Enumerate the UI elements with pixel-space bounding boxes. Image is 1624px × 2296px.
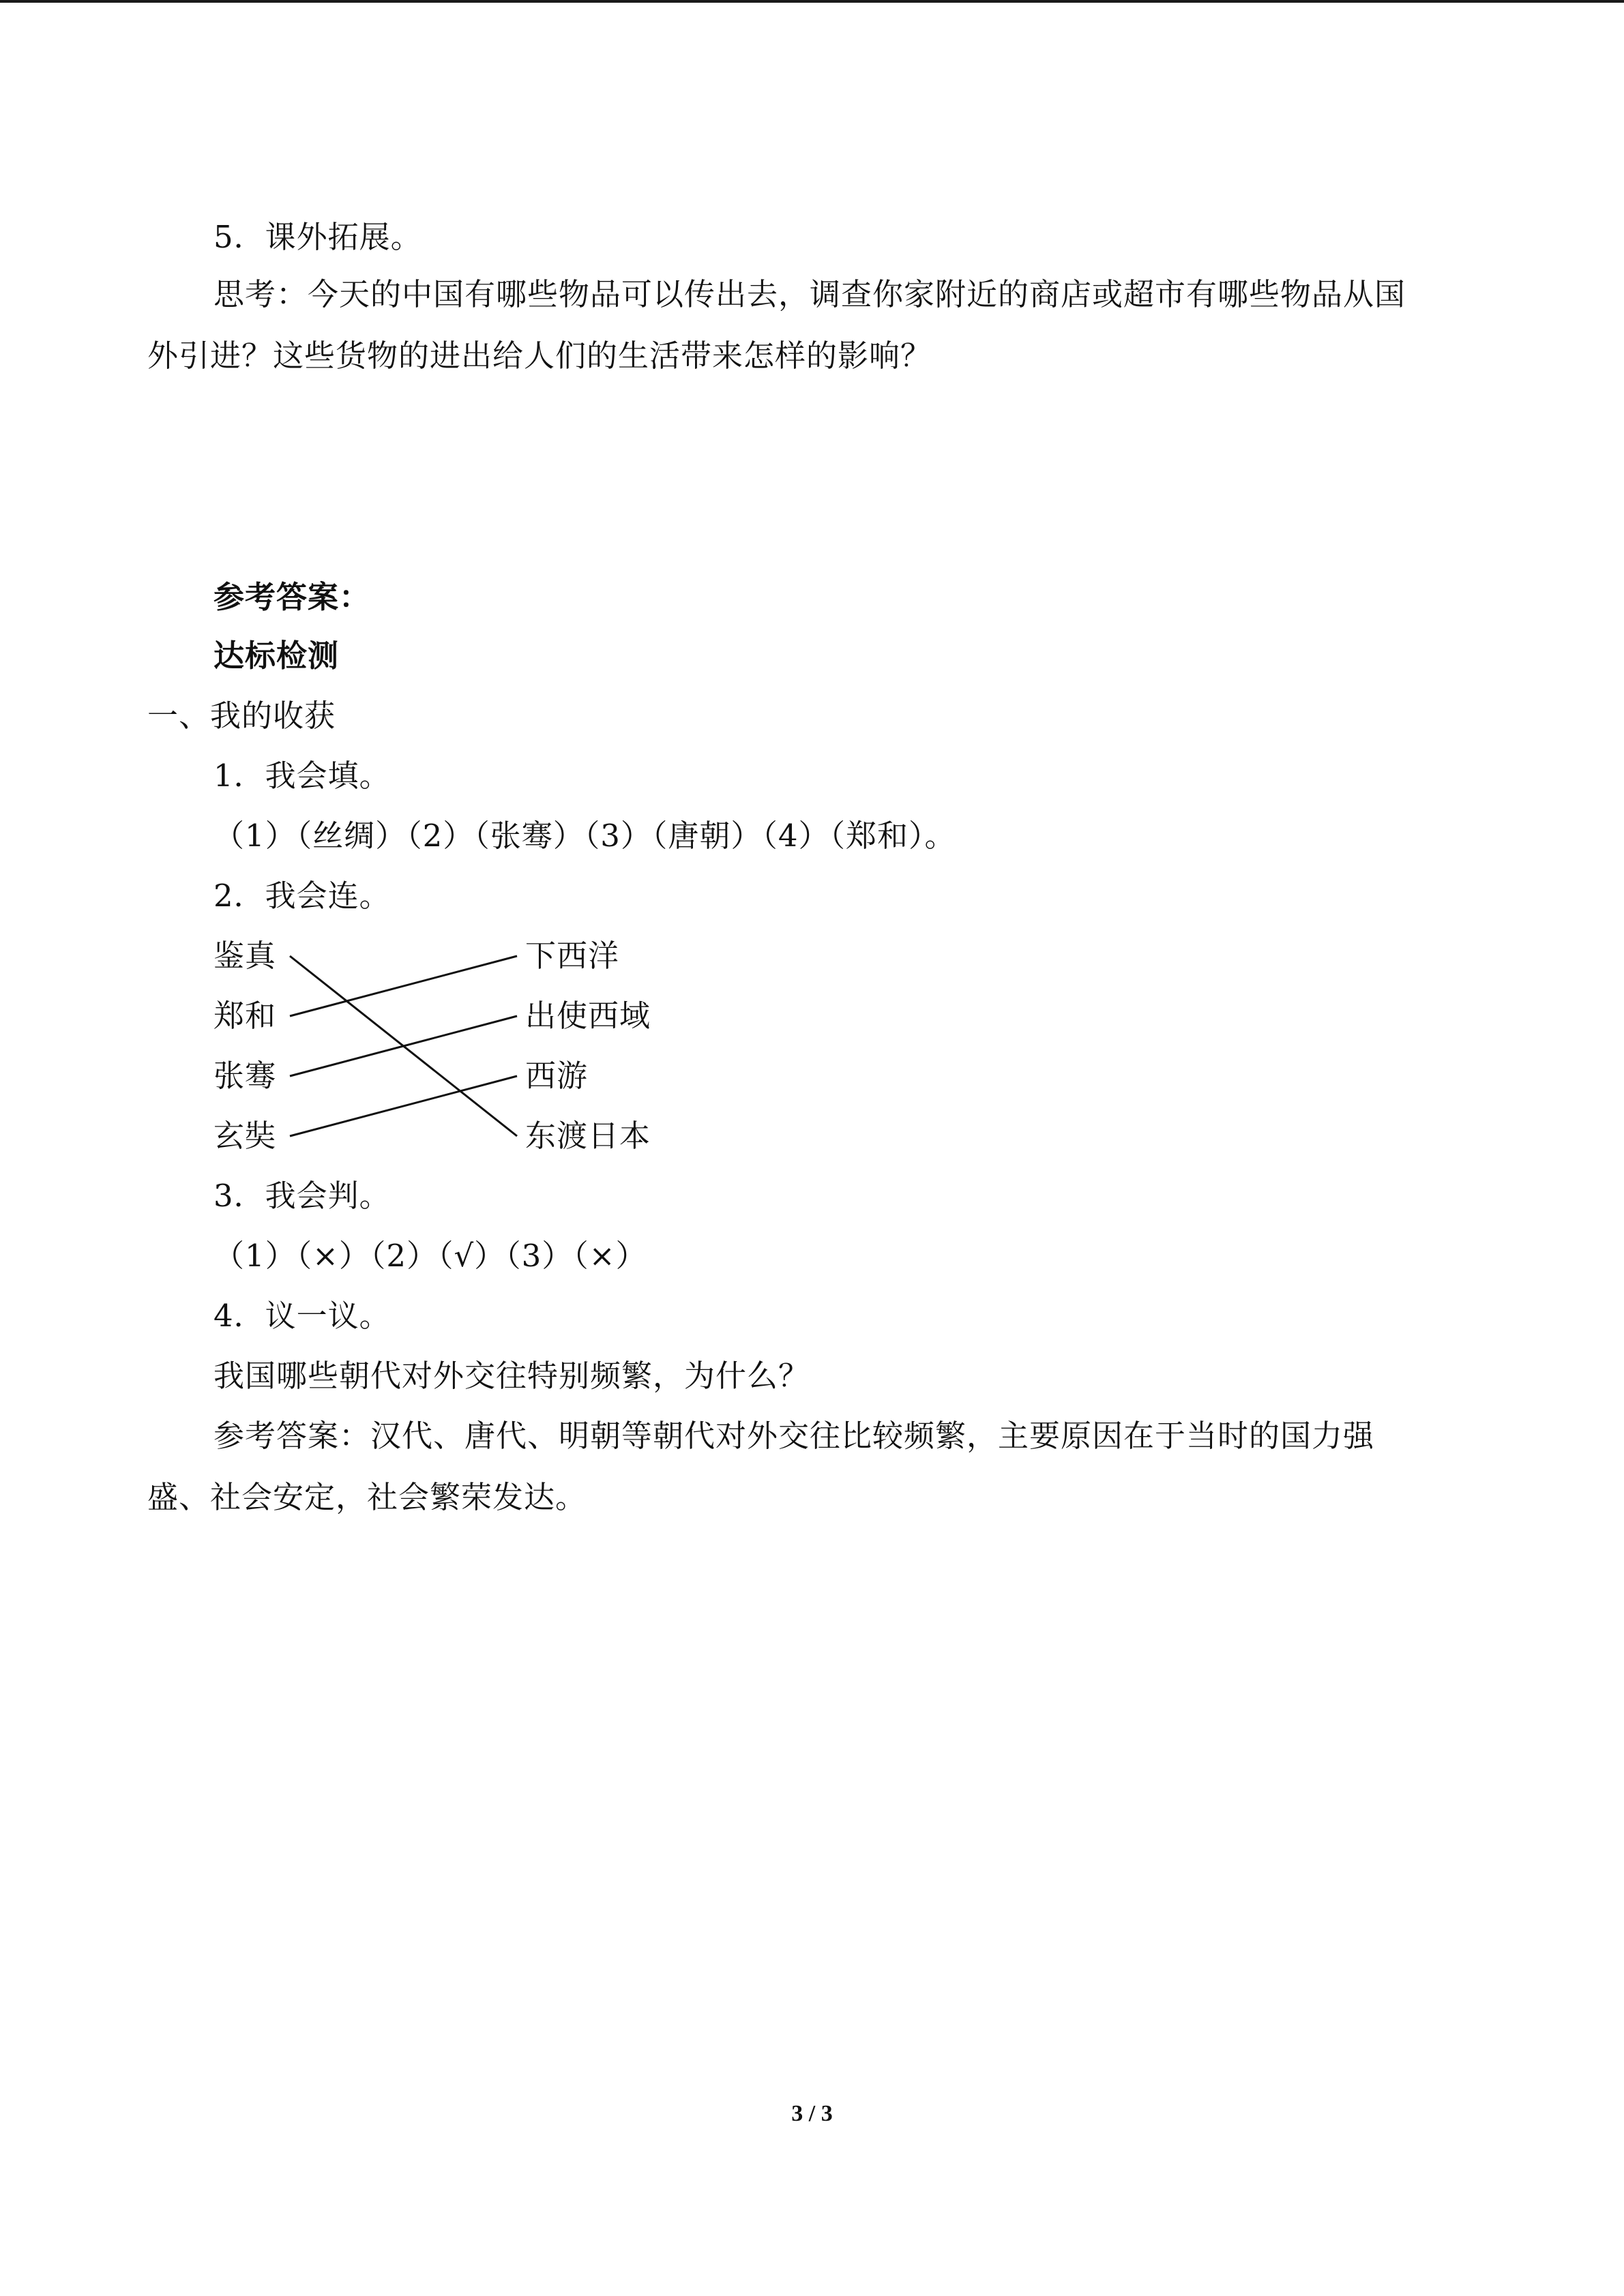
- match-left-item: 鉴真: [213, 938, 277, 974]
- answers-title: 参考答案：: [213, 579, 371, 615]
- match-left-item: 张骞: [213, 1058, 277, 1094]
- section5-prompt-line1: 思考：今天的中国有哪些物品可以传出去，调查你家附近的商店或超市有哪些物品从国: [213, 276, 1406, 312]
- match-left-item: 郑和: [213, 998, 277, 1034]
- match-connector-line: [290, 1016, 517, 1076]
- match-connector-line: [290, 956, 517, 1016]
- part1-title: 一、我的收获: [147, 698, 336, 734]
- match-right-item: 东渡日本: [525, 1118, 651, 1154]
- match-right-item: 西游: [525, 1058, 589, 1094]
- match-right-item: 出使西域: [525, 998, 651, 1034]
- match-right-item: 下西洋: [525, 938, 620, 974]
- match-connector-line: [290, 956, 517, 1136]
- page-number: 3 / 3: [791, 2101, 833, 2126]
- top-border: [0, 0, 1624, 3]
- q4-answer-line1: 参考答案：汉代、唐代、明朝等朝代对外交往比较频繁，主要原因在于当时的国力强: [213, 1418, 1375, 1454]
- q1-answer: （1）（丝绸）（2）（张骞）（3）（唐朝）（4）（郑和）。: [213, 818, 956, 854]
- match-connector-line: [290, 1076, 517, 1136]
- section5-prompt-line2: 外引进？这些货物的进出给人们的生活带来怎样的影响？: [147, 338, 932, 374]
- q4-answer-line2: 盛、社会安定，社会繁荣发达。: [147, 1479, 587, 1515]
- q2-heading: 2．我会连。: [213, 878, 391, 914]
- match-left-item: 玄奘: [213, 1118, 277, 1154]
- section5-heading: 5．课外拓展。: [213, 219, 422, 255]
- q3-answer: （1）（×）（2）（√）（3）（×）: [213, 1238, 647, 1274]
- answers-subtitle: 达标检测: [213, 638, 340, 674]
- q1-heading: 1．我会填。: [213, 758, 391, 794]
- q4-heading: 4．议一议。: [213, 1298, 391, 1334]
- q4-question: 我国哪些朝代对外交往特别频繁，为什么？: [213, 1358, 810, 1394]
- q3-heading: 3．我会判。: [213, 1178, 391, 1214]
